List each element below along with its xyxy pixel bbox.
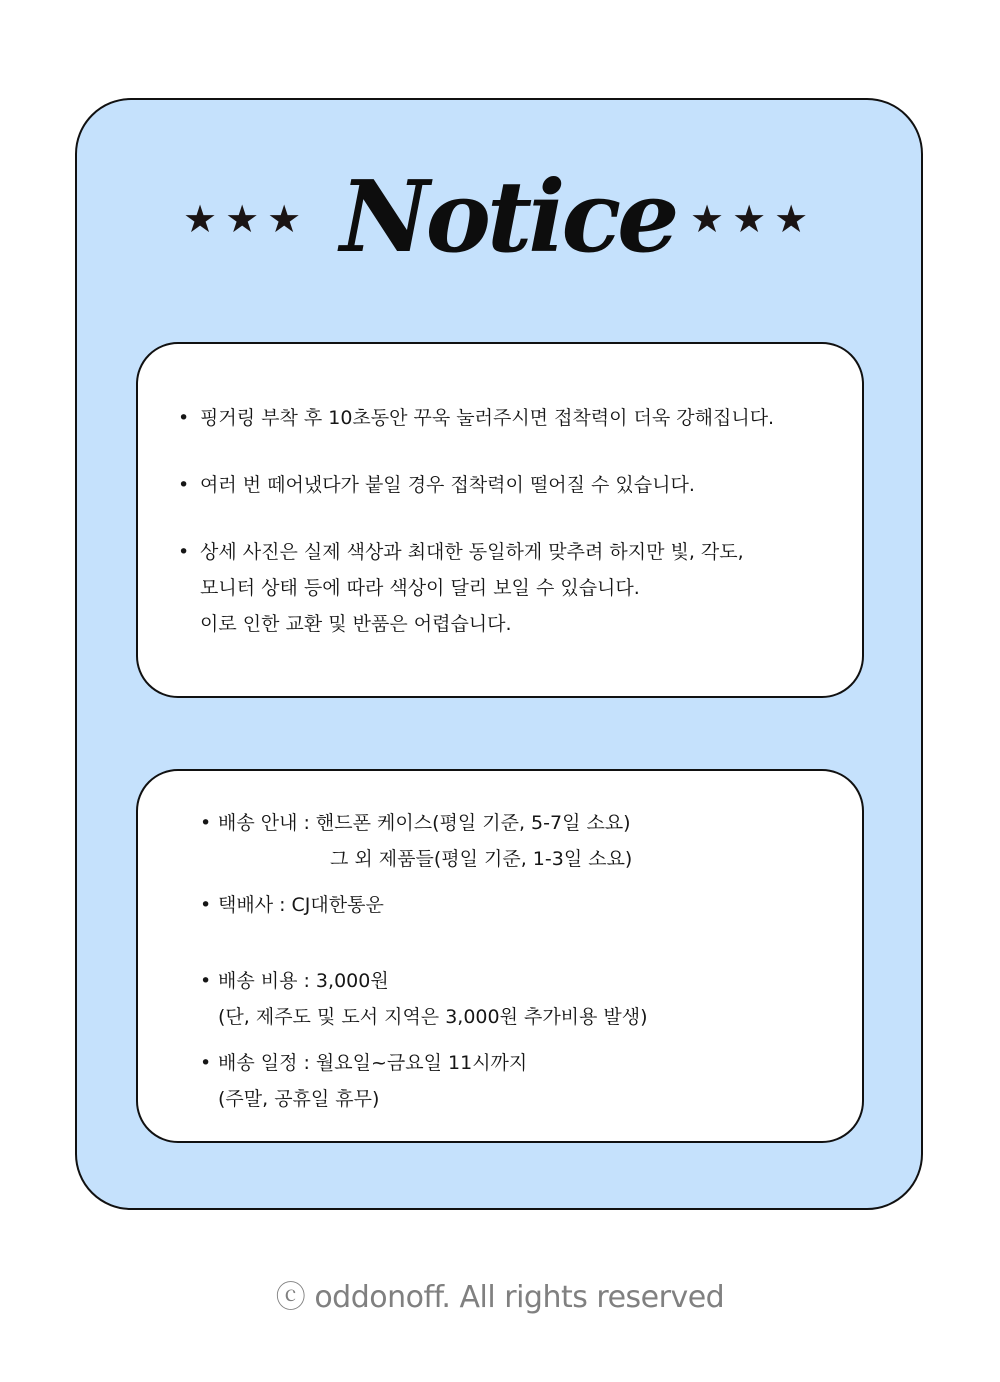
copyright-footer: ⓒ oddonoff. All rights reserved	[275, 1280, 725, 1315]
notice-list	[178, 400, 774, 673]
shipping-item-schedule	[200, 1045, 648, 1117]
notice-text: 핑거링 부착 후 10초동안 꾸욱 눌러주시면 접착력이 더욱 강해집니다.	[200, 407, 775, 429]
stars-left-icon: ★★★	[183, 197, 310, 241]
bullet-icon: •	[178, 474, 190, 496]
notice-item	[178, 534, 774, 642]
notice-box	[136, 342, 864, 698]
bullet-icon: •	[200, 812, 212, 834]
bullet-icon: •	[200, 970, 212, 992]
shipping-item-courier	[200, 887, 648, 923]
shipping-list	[200, 805, 648, 1117]
shipping-box	[136, 769, 864, 1143]
schedule-text: 배송 일정 : 월요일~금요일 11시까지	[218, 1052, 528, 1074]
delivery-text-other: 그 외 제품들(평일 기준, 1-3일 소요)	[330, 848, 633, 870]
shipping-item-cost	[200, 963, 648, 1035]
notice-item	[178, 400, 774, 436]
notice-text: 여러 번 떼어냈다가 붙일 경우 접착력이 떨어질 수 있습니다.	[200, 474, 695, 496]
cost-note: (단, 제주도 및 도서 지역은 3,000원 추가비용 발생)	[218, 1006, 648, 1028]
bullet-icon: •	[178, 541, 190, 563]
notice-item	[178, 467, 774, 503]
notice-text: 상세 사진은 실제 색상과 최대한 동일하게 맞추려 하지만 빛, 각도,	[200, 541, 744, 563]
courier-text: 택배사 : CJ대한통운	[218, 894, 384, 916]
delivery-text: 배송 안내 : 핸드폰 케이스(평일 기준, 5-7일 소요)	[218, 812, 631, 834]
notice-text: 모니터 상태 등에 따라 색상이 달리 보일 수 있습니다.	[200, 577, 640, 599]
title-row	[75, 160, 923, 280]
notice-text: 이로 인한 교환 및 반품은 어렵습니다.	[200, 613, 512, 635]
bullet-icon: •	[178, 407, 190, 429]
page-title: Notice	[340, 160, 676, 275]
bullet-icon: •	[200, 894, 212, 916]
shipping-item-delivery	[200, 805, 648, 877]
cost-text: 배송 비용 : 3,000원	[218, 970, 389, 992]
stars-right-icon: ★★★	[690, 197, 817, 241]
bullet-icon: •	[200, 1052, 212, 1074]
schedule-note: (주말, 공휴일 휴무)	[218, 1088, 380, 1110]
